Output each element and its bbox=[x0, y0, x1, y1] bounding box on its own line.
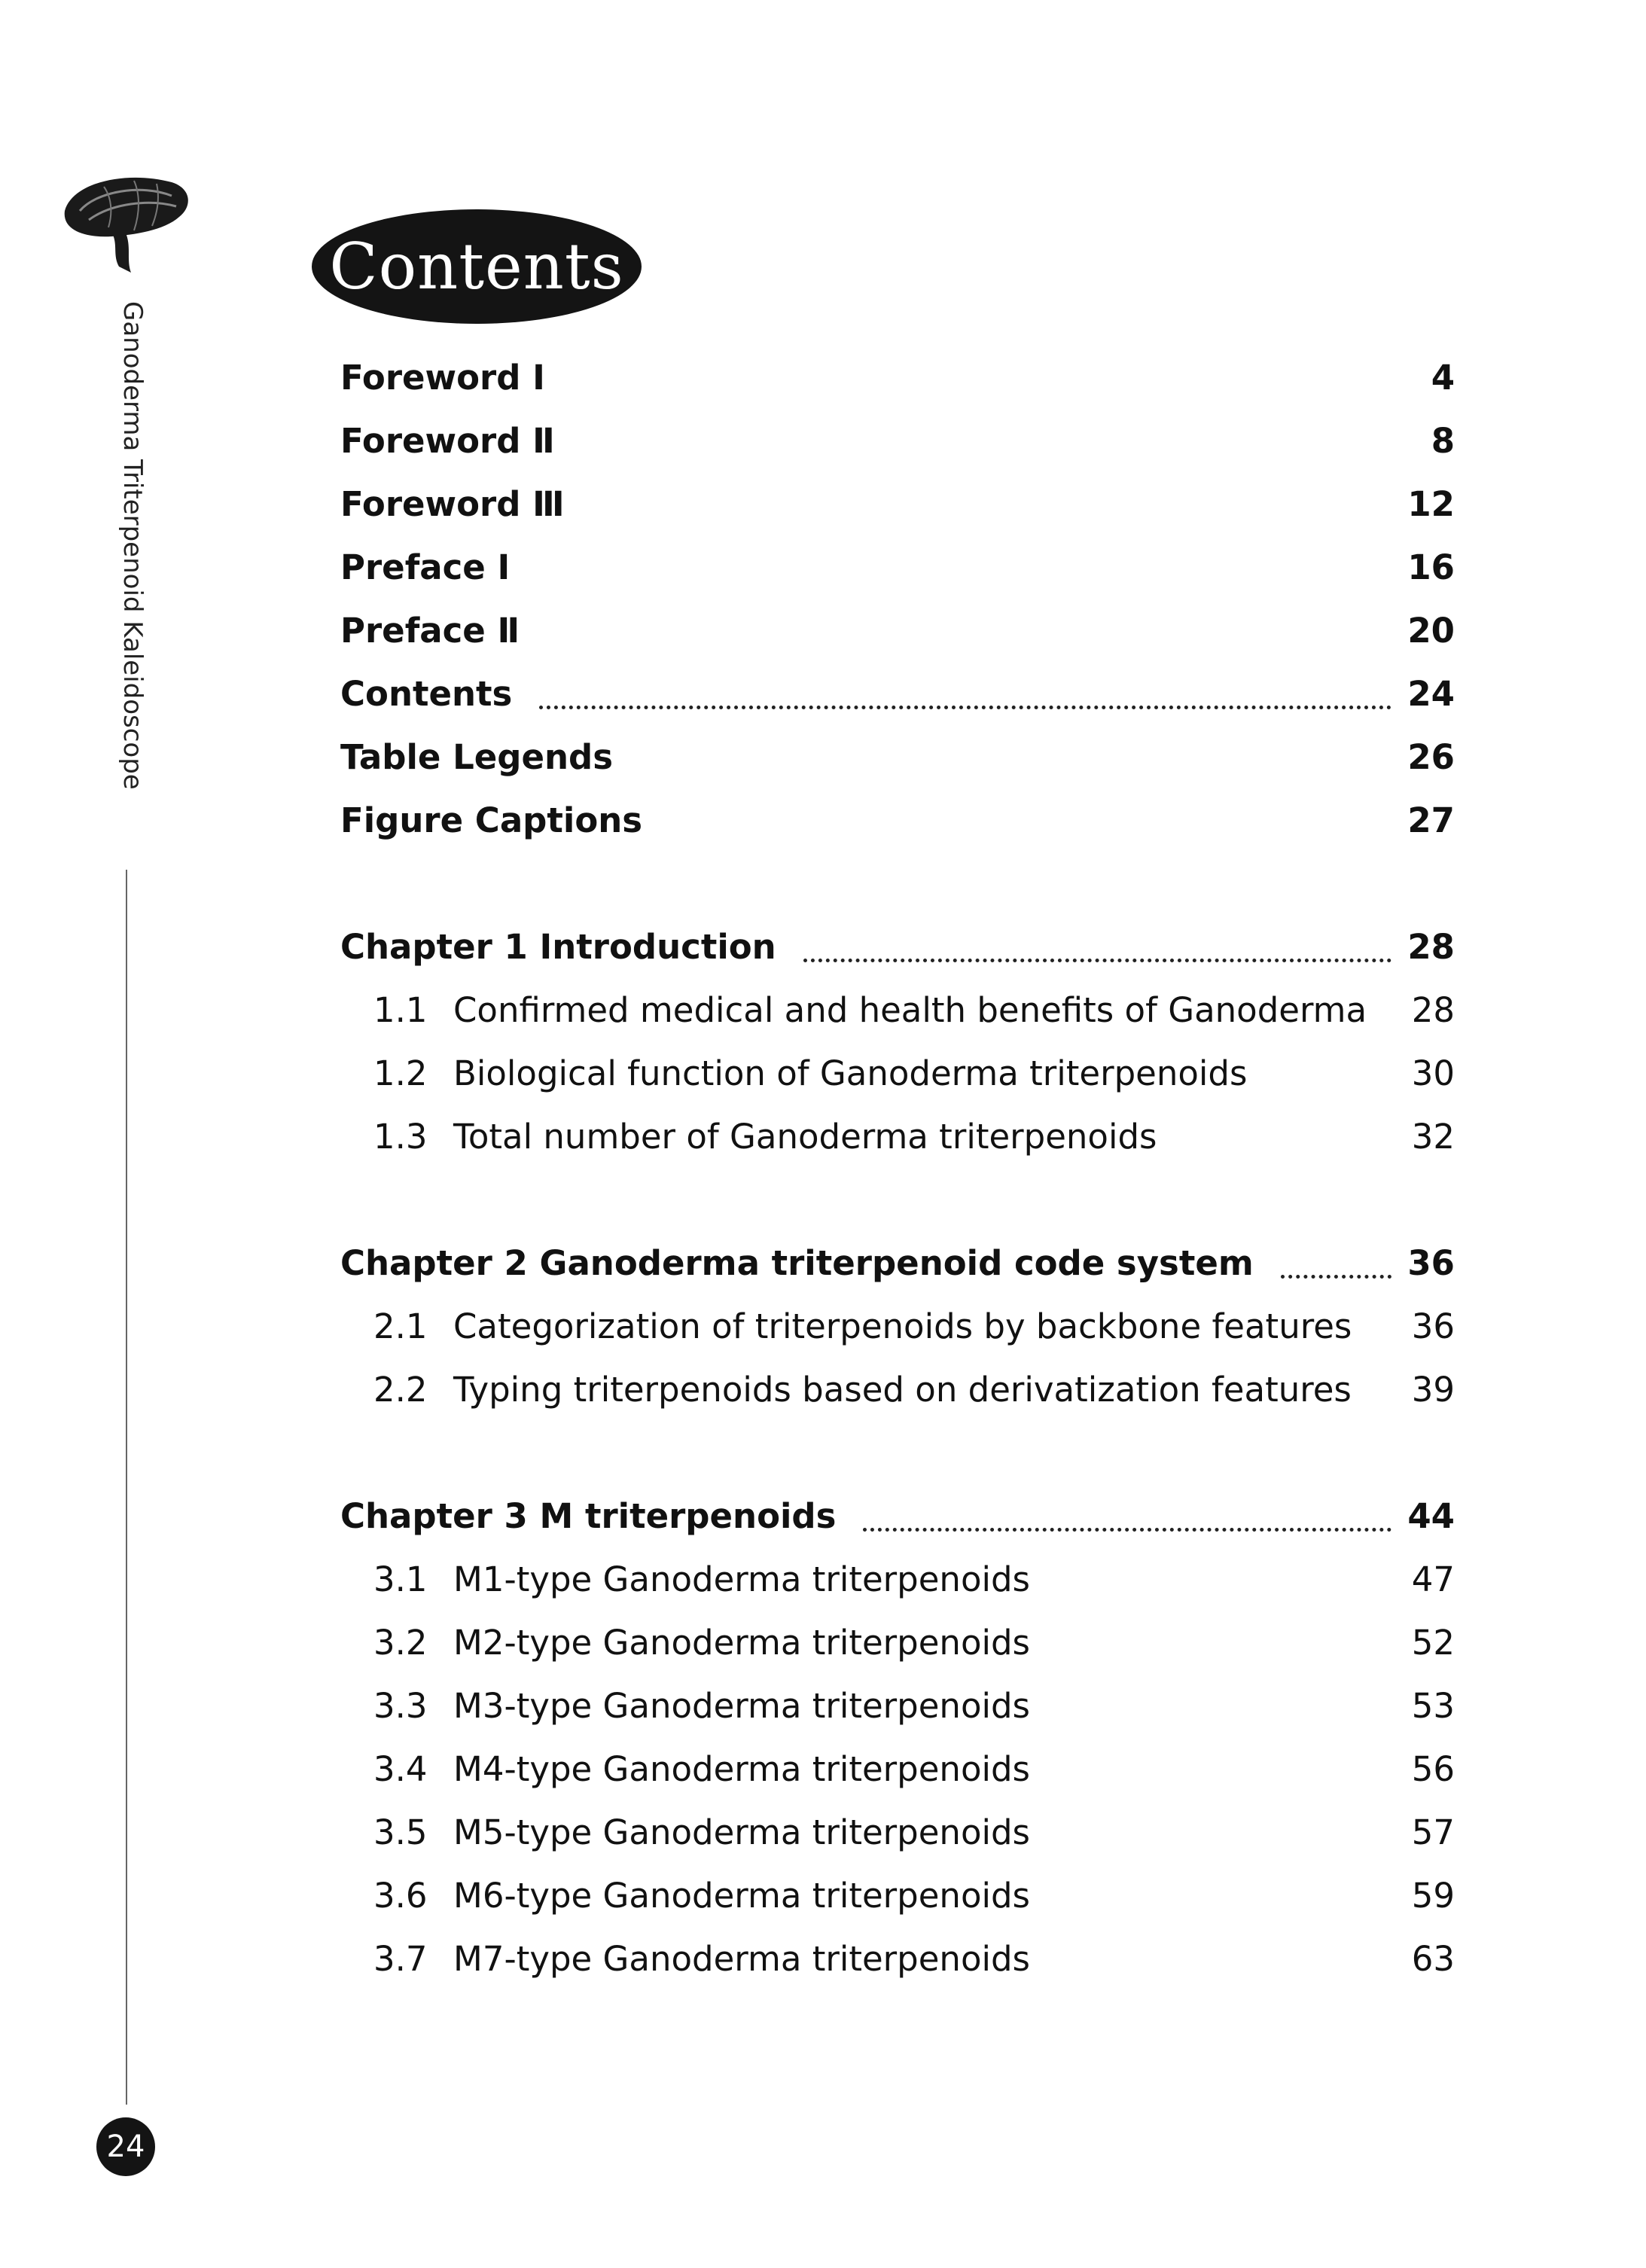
toc-section[interactable]: 3.3 M3-type Ganoderma triterpenoids 53 bbox=[373, 1686, 1455, 1726]
dot-leader bbox=[1281, 1275, 1391, 1279]
toc-section[interactable]: 1.2 Biological function of Ganoderma triterpenoids 30 bbox=[373, 1053, 1455, 1093]
toc-section[interactable]: 1.1 Confirmed medical and health benefits of Ganoderma 28 bbox=[373, 990, 1455, 1030]
toc-entry[interactable]: Foreword Ⅲ 12 bbox=[340, 484, 1455, 524]
toc-section[interactable]: 2.1 Categorization of triterpenoids by backbone features 36 bbox=[373, 1306, 1455, 1346]
dot-leader bbox=[539, 706, 1391, 709]
toc-entry[interactable]: Preface Ⅱ 20 bbox=[340, 611, 1455, 651]
toc-entry[interactable]: Figure Captions 27 bbox=[340, 800, 1455, 840]
toc-section[interactable]: 3.4 M4-type Ganoderma triterpenoids 56 bbox=[373, 1749, 1455, 1789]
toc-section[interactable]: 3.5 M5-type Ganoderma triterpenoids 57 bbox=[373, 1812, 1455, 1852]
page-title: Contents bbox=[312, 209, 642, 324]
running-title: Ganoderma Triterpenoid Kaleidoscope bbox=[117, 301, 148, 790]
toc-section[interactable]: 3.2 M2-type Ganoderma triterpenoids 52 bbox=[373, 1623, 1455, 1663]
toc-section[interactable]: 3.7 M7-type Ganoderma triterpenoids 63 bbox=[373, 1939, 1455, 1979]
table-of-contents bbox=[340, 346, 1455, 1991]
mushroom-logo-icon bbox=[59, 167, 194, 280]
page-number: 24 bbox=[96, 2117, 155, 2176]
toc-chapter-2[interactable]: Chapter 2 Ganoderma triterpenoid code system 36 bbox=[340, 1243, 1455, 1283]
toc-entry[interactable]: Foreword Ⅰ 4 bbox=[340, 358, 1455, 398]
toc-chapter-3[interactable]: Chapter 3 M triterpenoids 44 bbox=[340, 1496, 1455, 1536]
toc-chapter-1[interactable]: Chapter 1 Introduction 28 bbox=[340, 927, 1455, 967]
toc-section[interactable]: 3.6 M6-type Ganoderma triterpenoids 59 bbox=[373, 1876, 1455, 1916]
toc-entry[interactable]: Table Legends 26 bbox=[340, 737, 1455, 777]
toc-entry[interactable]: Preface Ⅰ 16 bbox=[340, 547, 1455, 587]
toc-entry[interactable]: Foreword Ⅱ 8 bbox=[340, 421, 1455, 461]
dot-leader bbox=[803, 959, 1391, 962]
dot-leader bbox=[863, 1528, 1391, 1532]
toc-entry[interactable]: Contents 24 bbox=[340, 674, 1455, 714]
toc-section[interactable]: 2.2 Typing triterpenoids based on derivatization features 39 bbox=[373, 1370, 1455, 1410]
toc-section[interactable]: 3.1 M1-type Ganoderma triterpenoids 47 bbox=[373, 1559, 1455, 1599]
toc-section[interactable]: 1.3 Total number of Ganoderma triterpenoids 32 bbox=[373, 1117, 1455, 1157]
side-divider bbox=[126, 870, 127, 2105]
